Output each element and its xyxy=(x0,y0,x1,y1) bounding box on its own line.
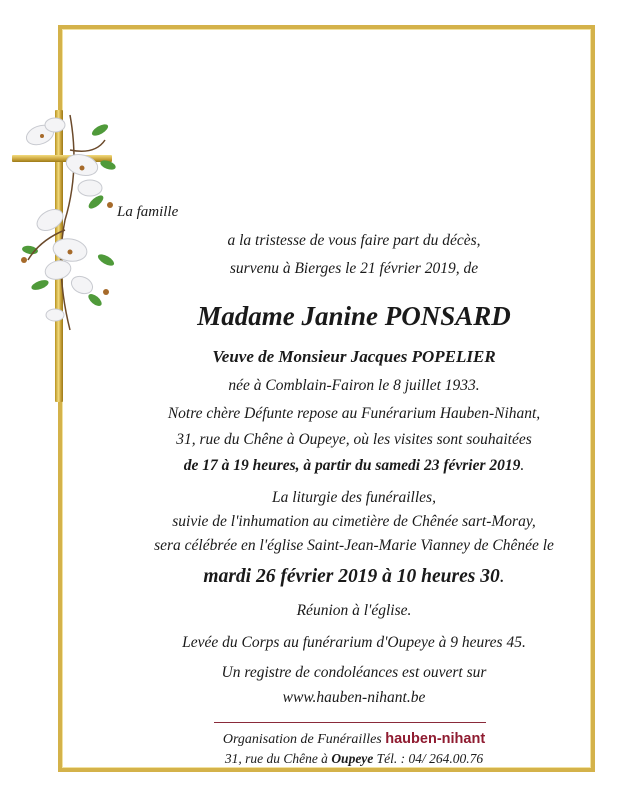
footer-address-start: 31, rue du Chêne à xyxy=(224,751,328,766)
visiting-hours xyxy=(124,457,584,475)
website-link[interactable]: www.hauben-nihant.be xyxy=(282,689,426,706)
footer-divider xyxy=(214,722,486,723)
visiting-hours-end: . xyxy=(520,457,525,474)
deceased-name: Madame Janine PONSARD xyxy=(197,301,511,331)
birth-info: née à Comblain-Fairon le 8 juillet 1933. xyxy=(228,377,480,394)
liturgy-line-2: suivie de l'inhumation au cimetière de Chênée sart-Moray, xyxy=(172,513,536,530)
liturgy-line-1: La liturgie des funérailles, xyxy=(272,489,436,506)
announcement-line-2: survenu à Bierges le 21 février 2019, de xyxy=(229,260,479,277)
intro-text: La famille xyxy=(117,204,179,220)
funeral-date-bold: mardi 26 février 2019 à 10 heures 30 xyxy=(203,566,500,587)
funeral-date xyxy=(124,566,584,588)
register-info: Un registre de condoléances est ouvert sur xyxy=(221,664,487,681)
repose-line-1: Notre chère Défunte repose au Funérarium Hauben-Nihant, xyxy=(167,405,541,422)
announcement-line-1: a la tristesse de vous faire part du décès, xyxy=(227,232,481,249)
visiting-hours-bold: de 17 à 19 heures, à partir du samedi 23 février 2019 xyxy=(183,457,521,474)
funeral-date-end: . xyxy=(499,566,505,587)
liturgy-line-3: sera célébrée en l'église Saint-Jean-Marie Vianney de Chênée le xyxy=(154,537,554,554)
footer-address xyxy=(124,751,584,767)
meeting-info: Réunion à l'église. xyxy=(296,602,412,619)
footer-address-city: Oupeye xyxy=(331,751,374,766)
floral-decoration-icon xyxy=(10,110,120,335)
footer-org-prefix: Organisation de Funérailles xyxy=(222,732,382,747)
footer-phone: Tél. : 04/ 264.00.76 xyxy=(376,751,484,766)
footer-organisation xyxy=(124,731,584,748)
widow-of: Veuve de Monsieur Jacques POPELIER xyxy=(212,347,496,366)
body-lift-info: Levée du Corps au funérarium d'Oupeye à 9 heures 45. xyxy=(182,634,526,651)
gold-frame xyxy=(58,25,595,772)
brand-logo: hauben-nihant xyxy=(385,731,486,747)
repose-line-2: 31, rue du Chêne à Oupeye, où les visites sont souhaitées xyxy=(176,431,532,448)
